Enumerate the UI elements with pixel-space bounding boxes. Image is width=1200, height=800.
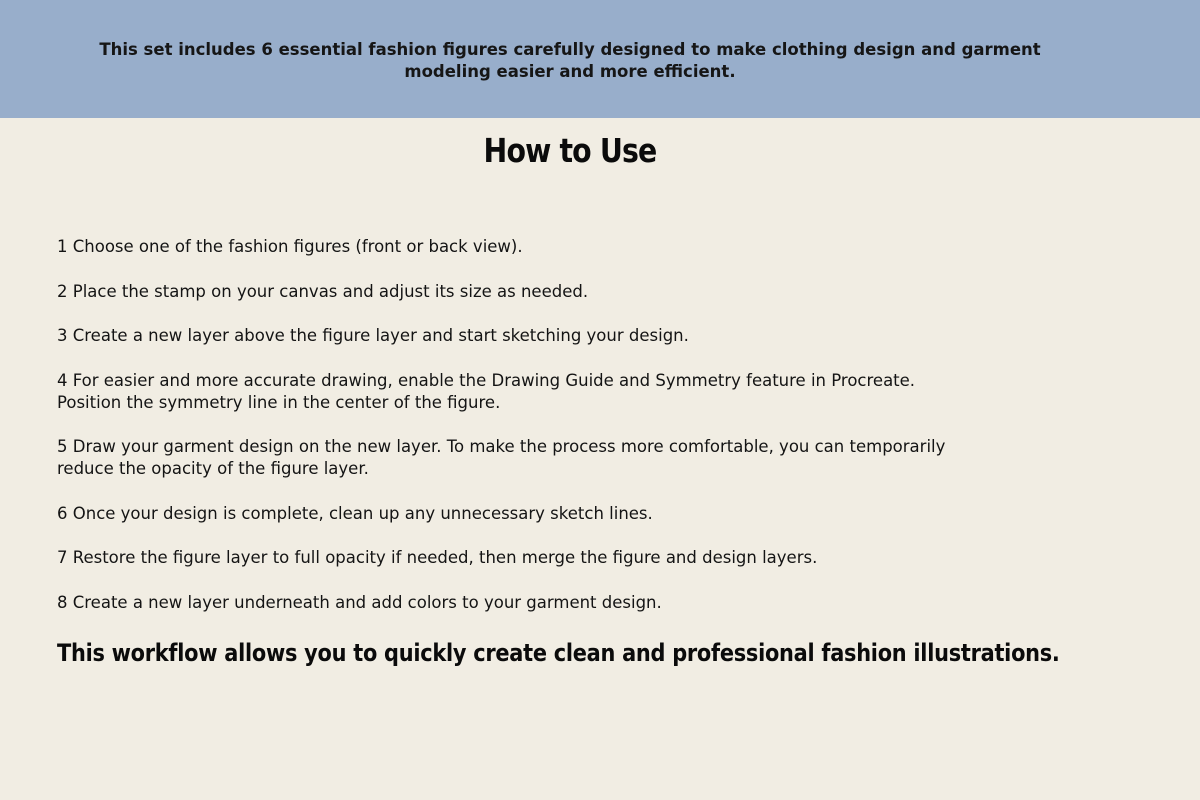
step-item-4 [57, 370, 1157, 414]
intro-text [60, 39, 1080, 83]
step-item-2 [57, 281, 1157, 303]
step-item-6 [57, 503, 1157, 525]
step-item-7 [57, 547, 1157, 569]
step-2-line-1: 2 Place the stamp on your canvas and adjust its size as needed. [57, 281, 589, 301]
step-7-line-1: 7 Restore the figure layer to full opacity if needed, then merge the figure and design layers. [57, 548, 818, 567]
step-item-1 [57, 236, 1157, 258]
step-item-8 [57, 592, 1157, 614]
intro-text-line-2: modeling easier and more efficient. [404, 62, 736, 81]
intro-text-line-1: This set includes 6 essential fashion figures carefully designed to make clothing design and garment [99, 40, 1041, 59]
step-item-3 [57, 325, 1157, 347]
intro-banner [0, 0, 1200, 118]
step-3-line-1: 3 Create a new layer above the figure layer and start sketching your design. [57, 326, 689, 345]
step-8-line-1: 8 Create a new layer underneath and add colors to your garment design. [57, 592, 662, 612]
step-1-line-1: 1 Choose one of the fashion figures (front or back view). [57, 237, 523, 256]
step-6-line-1: 6 Once your design is complete, clean up any unnecessary sketch lines. [57, 503, 653, 523]
closing-statement: This workflow allows you to quickly create clean and professional fashion illustrations. [57, 639, 1060, 667]
step-4-line-2: Position the symmetry line in the center of the figure. [57, 392, 501, 412]
step-5-line-2: reduce the opacity of the figure layer. [57, 459, 369, 478]
page-title: How to Use [483, 131, 657, 170]
steps-list [57, 236, 1157, 636]
step-item-5 [57, 436, 1157, 480]
step-5-line-1: 5 Draw your garment design on the new layer. To make the process more comfortable, you can temporarily [57, 437, 946, 456]
step-4-line-1: 4 For easier and more accurate drawing, enable the Drawing Guide and Symmetry feature in Procreate. [57, 370, 916, 390]
